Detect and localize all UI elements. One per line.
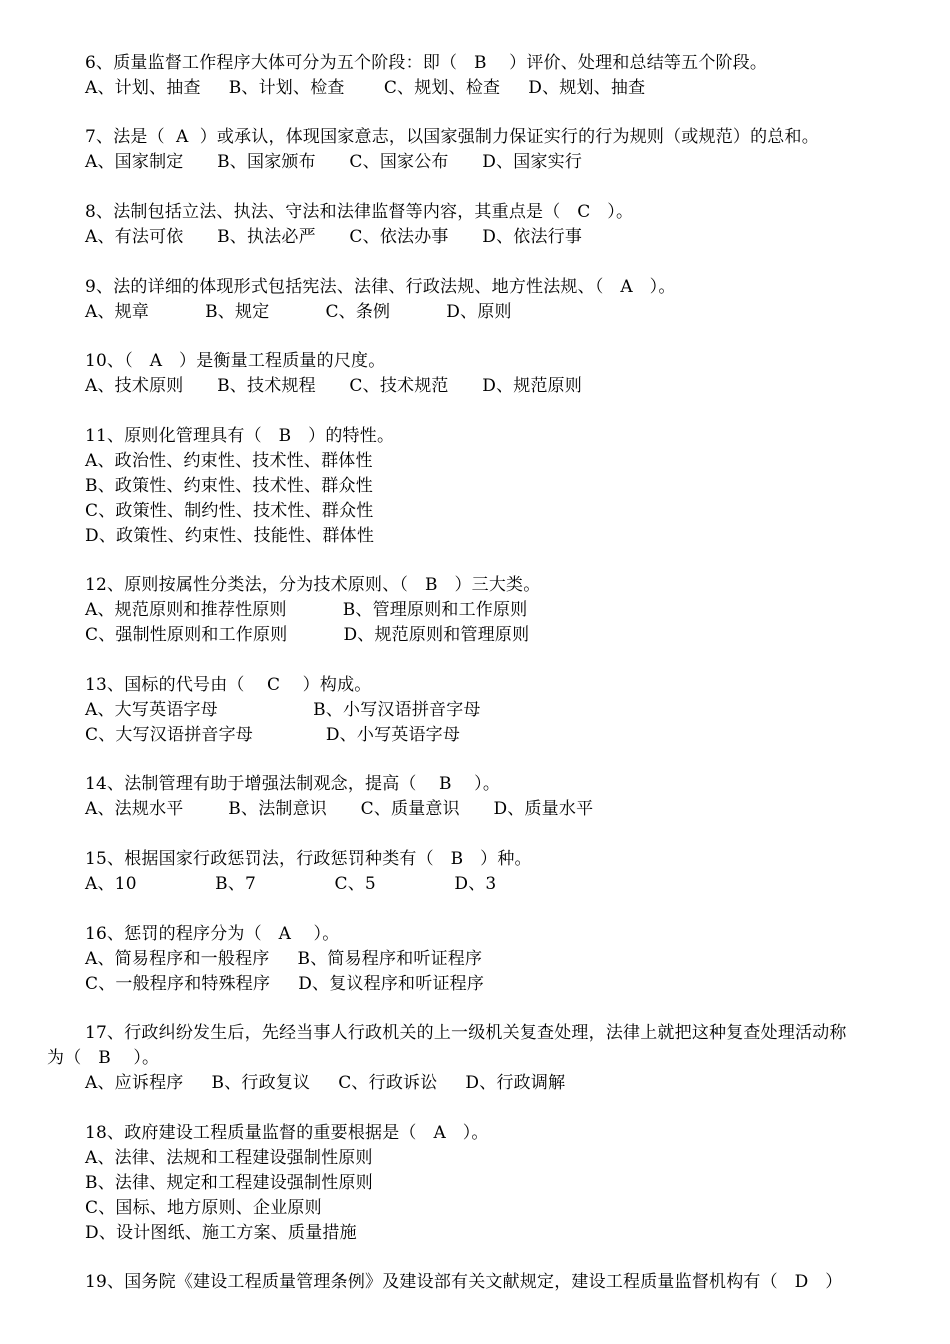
- question-12-options-cd: C、强制性原则和工作原则 D、规范原则和管理原则: [85, 625, 530, 645]
- question-11-option-d: D、政策性、约束性、技能性、群体性: [85, 526, 375, 546]
- question-18-stem: 18、政府建设工程质量监督的重要根据是（ A ）。: [85, 1123, 489, 1143]
- question-17-stem: 17、行政纠纷发生后，先经当事人行政机关的上一级机关复查处理，法律上就把这种复查处理活动称: [85, 1023, 847, 1043]
- question-16-options-ab: A、简易程序和一般程序 B、简易程序和听证程序: [85, 949, 483, 969]
- question-18-option-d: D、设计图纸、施工方案、质量措施: [85, 1223, 357, 1243]
- question-16-stem: 16、惩罚的程序分为（ A ）。: [85, 924, 340, 944]
- question-11-stem: 11、原则化管理具有（ B ）的特性。: [85, 426, 395, 446]
- question-8-stem: 8、法制包括立法、执法、守法和法律监督等内容，其重点是（ C ）。: [85, 202, 634, 222]
- question-19-stem: 19、国务院《建设工程质量管理条例》及建设部有关文献规定，建设工程质量监督机构有（ D ）: [85, 1272, 843, 1292]
- question-13-options-cd: C、大写汉语拼音字母 D、小写英语字母: [85, 725, 461, 745]
- question-11-option-a: A、政治性、约束性、技术性、群体性: [85, 451, 373, 471]
- question-15-stem: 15、根据国家行政惩罚法，行政惩罚种类有（ B ）种。: [85, 849, 532, 869]
- question-14-stem: 14、法制管理有助于增强法制观念，提高（ B ）。: [85, 774, 501, 794]
- question-16-options-cd: C、一般程序和特殊程序 D、复议程序和听证程序: [85, 974, 485, 994]
- question-9-stem: 9、法的详细的体现形式包括宪法、法律、行政法规、地方性法规、（ A ）。: [85, 277, 676, 297]
- question-7-options: A、国家制定 B、国家颁布 C、国家公布 D、国家实行: [85, 152, 583, 172]
- question-11-option-c: C、政策性、制约性、技术性、群众性: [85, 501, 374, 521]
- question-13-options-ab: A、大写英语字母 B、小写汉语拼音字母: [85, 700, 481, 720]
- question-10-options: A、技术原则 B、技术规程 C、技术规范 D、规范原则: [85, 376, 583, 396]
- question-14-options: A、法规水平 B、法制意识 C、质量意识 D、质量水平: [85, 799, 594, 819]
- question-7-stem: 7、法是（ A ）或承认，体现国家意志，以国家强制力保证实行的行为规则（或规范）的总和。: [85, 127, 819, 147]
- question-6-options: A、计划、抽查 B、计划、检查 C、规划、检查 D、规划、抽查: [85, 78, 646, 98]
- question-17-options: A、应诉程序 B、行政复议 C、行政诉讼 D、行政调解: [85, 1073, 566, 1093]
- question-17-stem-continued: 为（ B ）。: [47, 1048, 160, 1068]
- question-18-option-c: C、国标、地方原则、企业原则: [85, 1198, 322, 1218]
- question-18-option-a: A、法律、法规和工程建设强制性原则: [85, 1148, 373, 1168]
- question-12-stem: 12、原则按属性分类法，分为技术原则、（ B ）三大类。: [85, 575, 541, 595]
- question-6-stem: 6、质量监督工作程序大体可分为五个阶段：即（ B ）评价、处理和总结等五个阶段。: [85, 53, 768, 73]
- question-9-options: A、规章 B、规定 C、条例 D、原则: [85, 302, 512, 322]
- question-15-options: A、10 B、7 C、5 D、3: [85, 874, 497, 894]
- question-12-options-ab: A、规范原则和推荐性原则 B、管理原则和工作原则: [85, 600, 528, 620]
- question-18-option-b: B、法律、规定和工程建设强制性原则: [85, 1173, 373, 1193]
- question-13-stem: 13、国标的代号由（ C ）构成。: [85, 675, 372, 695]
- question-8-options: A、有法可依 B、执法必严 C、依法办事 D、依法行事: [85, 227, 583, 247]
- question-10-stem: 10、（ A ）是衡量工程质量的尺度。: [85, 351, 386, 371]
- question-11-option-b: B、政策性、约束性、技术性、群众性: [85, 476, 373, 496]
